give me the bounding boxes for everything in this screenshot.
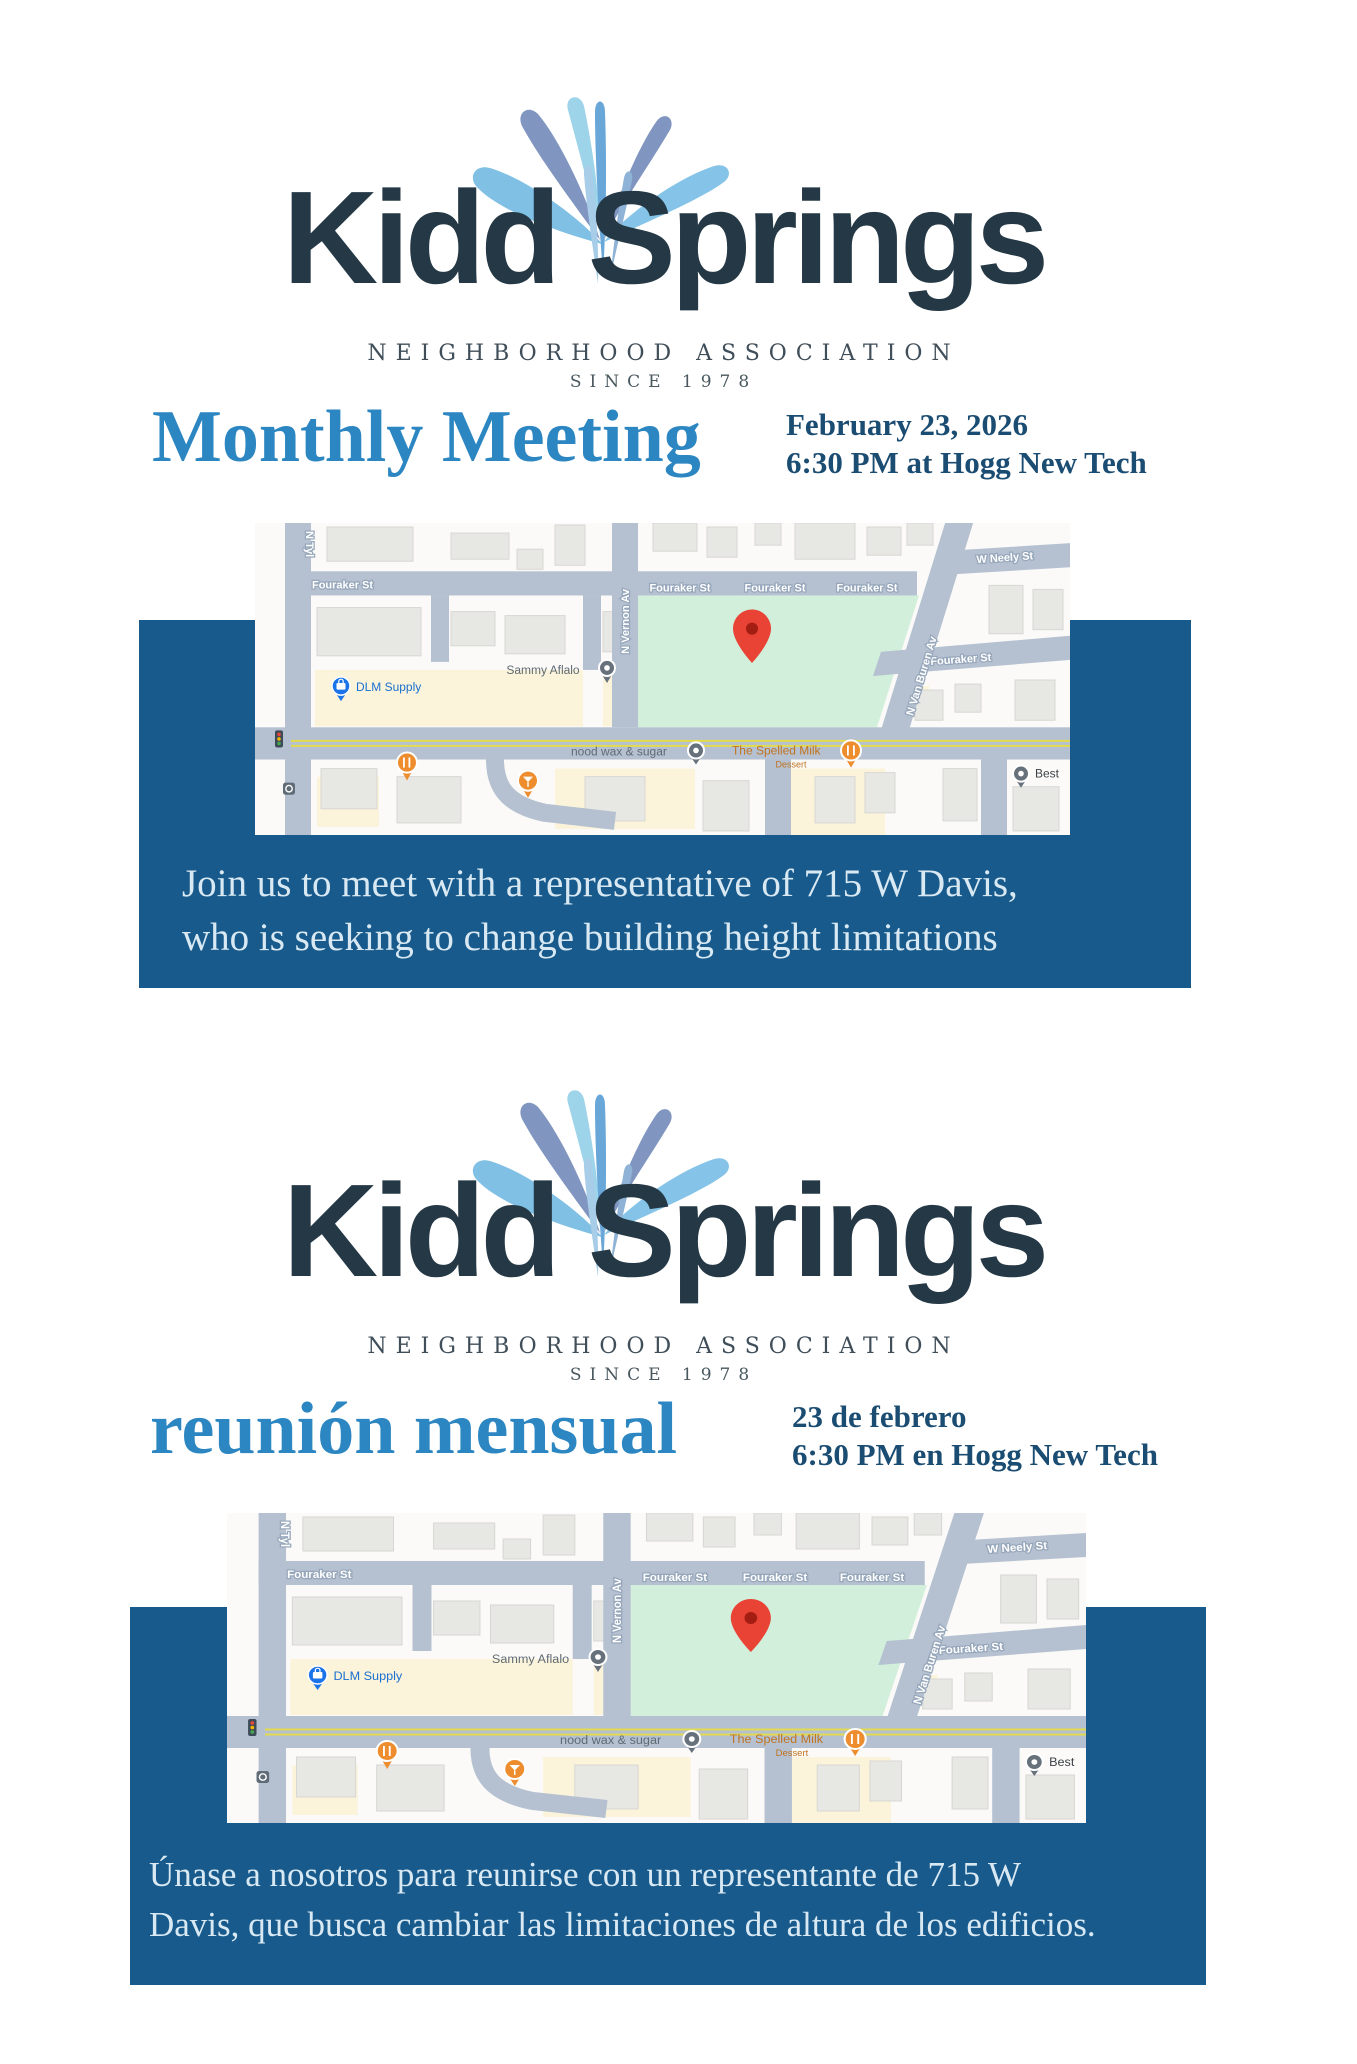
logo-since: SINCE 1978 [569,1365,758,1385]
meeting-title-spanish: reunión mensual [150,1388,678,1470]
announcement-spanish-line1: Únase a nosotros para reunirse con un representante de 715 W [149,1855,1022,1894]
meeting-time-place-spanish: 6:30 PM en Hogg New Tech [792,1436,1158,1472]
announcement-english [182,857,1018,965]
location-map-spanish [227,1513,1086,1823]
location-map-english [255,523,1070,835]
meeting-date-spanish: 23 de febrero [792,1399,967,1434]
announcement-english-line2: who is seeking to change building height limitations [182,915,998,959]
logo-wordmark: Kidd Springs [282,164,1045,311]
logo-subtitle: NEIGHBORHOOD ASSOCIATION [367,1334,960,1359]
logo-wordmark: Kidd Springs [282,1157,1045,1304]
logo-since: SINCE 1978 [569,372,758,392]
meeting-datetime-spanish [792,1398,1158,1474]
meeting-datetime-english [786,406,1147,482]
logo-subtitle: NEIGHBORHOOD ASSOCIATION [367,341,960,366]
meeting-time-place-english: 6:30 PM at Hogg New Tech [786,444,1147,480]
announcement-english-line1: Join us to meet with a representative of 715 W Davis, [182,862,1018,905]
meeting-title-english: Monthly Meeting [152,396,701,478]
meeting-date-english: February 23, 2026 [786,407,1028,442]
announcement-spanish-line2: Davis, que busca cambiar las limitaciones de altura de los edificios. [149,1904,1096,1944]
announcement-spanish [149,1850,1096,1949]
